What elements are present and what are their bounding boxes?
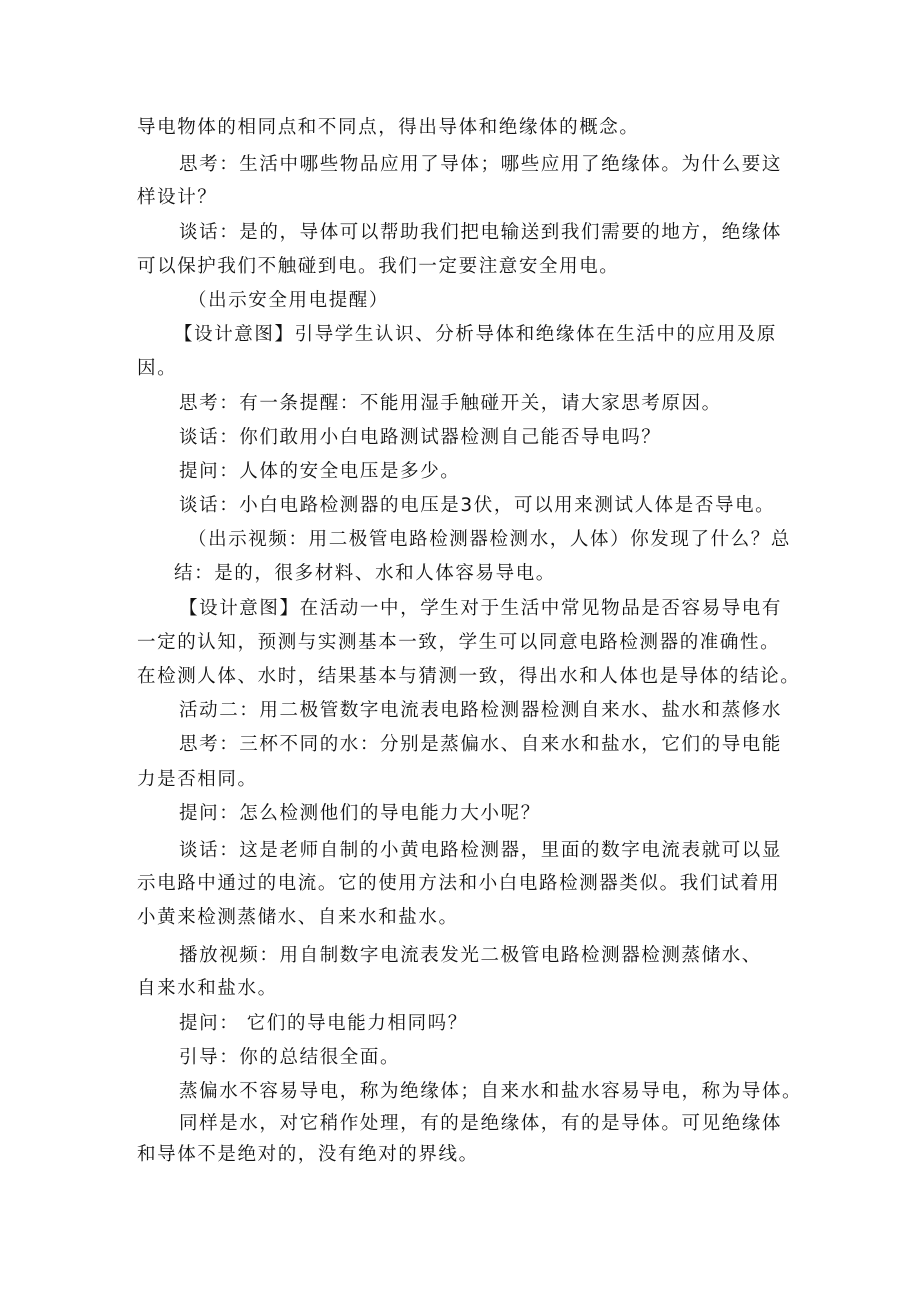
text-line: 小黄来检测蒸储水、自来水和盐水。 — [137, 907, 459, 928]
text-line: 引导：你的总结很全面。 — [179, 1047, 401, 1068]
text-line: 【设计意图】在活动一中，学生对于生活中常见物品是否容易导电有 — [179, 598, 783, 619]
text-line: 可以保护我们不触碰到电。我们一定要注意安全用电。 — [137, 256, 620, 277]
text-line: 谈话：小白电路检测器的电压是3伏，可以用来测试人体是否导电。 — [179, 495, 776, 516]
text-line: 提问：怎么检测他们的导电能力大小呢？ — [179, 803, 541, 824]
text-line: 思考：有一条提醒：不能用湿手触碰开关，请大家思考原因。 — [179, 393, 722, 414]
text-line: 蒸偏水不容易导电，称为绝缘体；自来水和盐水容易导电，称为导体。 — [179, 1081, 803, 1102]
text-line: 【设计意图】引导学生认识、分析导体和绝缘体在生活中的应用及原 — [174, 324, 778, 345]
text-line: 样设计？ — [137, 187, 218, 208]
text-line: 活动二：用二极管数字电流表电路检测器检测自来水、盐水和蒸修水 — [179, 700, 783, 721]
text-line: 在检测人体、水时，结果基本与猜测一致，得出水和人体也是导体的结论。 — [137, 666, 801, 687]
text-line: 一定的认知，预测与实测基本一致，学生可以同意电路检测器的准确性。 — [137, 632, 781, 653]
text-line: 提问：人体的安全电压是多少。 — [179, 461, 461, 482]
text-line: 播放视频：用自制数字电流表发光二极管电路检测器检测蒸储水、 — [179, 945, 762, 966]
text-line: 力是否相同。 — [137, 769, 258, 790]
text-line: 自来水和盐水。 — [137, 978, 278, 999]
text-line: 谈话：这是老师自制的小黄电路检测器，里面的数字电流表就可以显 — [179, 840, 783, 861]
text-line: 示电路中通过的电流。它的使用方法和小白电路检测器类似。我们试着用 — [137, 873, 781, 894]
text-line: （出示安全用电提醒） — [188, 290, 390, 311]
text-line: 思考：生活中哪些物品应用了导体；哪些应用了绝缘体。为什么要这 — [179, 154, 783, 175]
text-line: 同样是水，对它稍作处理，有的是绝缘体，有的是导体。可见绝缘体 — [179, 1113, 783, 1134]
text-line: 谈话：是的，导体可以帮助我们把电输送到我们需要的地方，绝缘体 — [179, 222, 783, 243]
text-line: 思考：三杯不同的水：分别是蒸偏水、自来水和盐水，它们的导电能 — [179, 734, 783, 755]
text-line: 提问： 它们的导电能力相同吗？ — [179, 1013, 468, 1034]
text-line: 因。 — [137, 358, 178, 379]
text-line: 结：是的，很多材料、水和人体容易导电。 — [174, 563, 556, 584]
text-line: 导电物体的相同点和不同点，得出导体和绝缘体的概念。 — [137, 117, 640, 138]
text-line: （出示视频：用二极管电路检测器检测水，人体）你发现了什么？总 — [188, 529, 792, 550]
text-line: 谈话：你们敢用小白电路测试器检测自己能否导电吗？ — [179, 427, 662, 448]
text-line: 和导体不是绝对的，没有绝对的界线。 — [137, 1144, 479, 1165]
